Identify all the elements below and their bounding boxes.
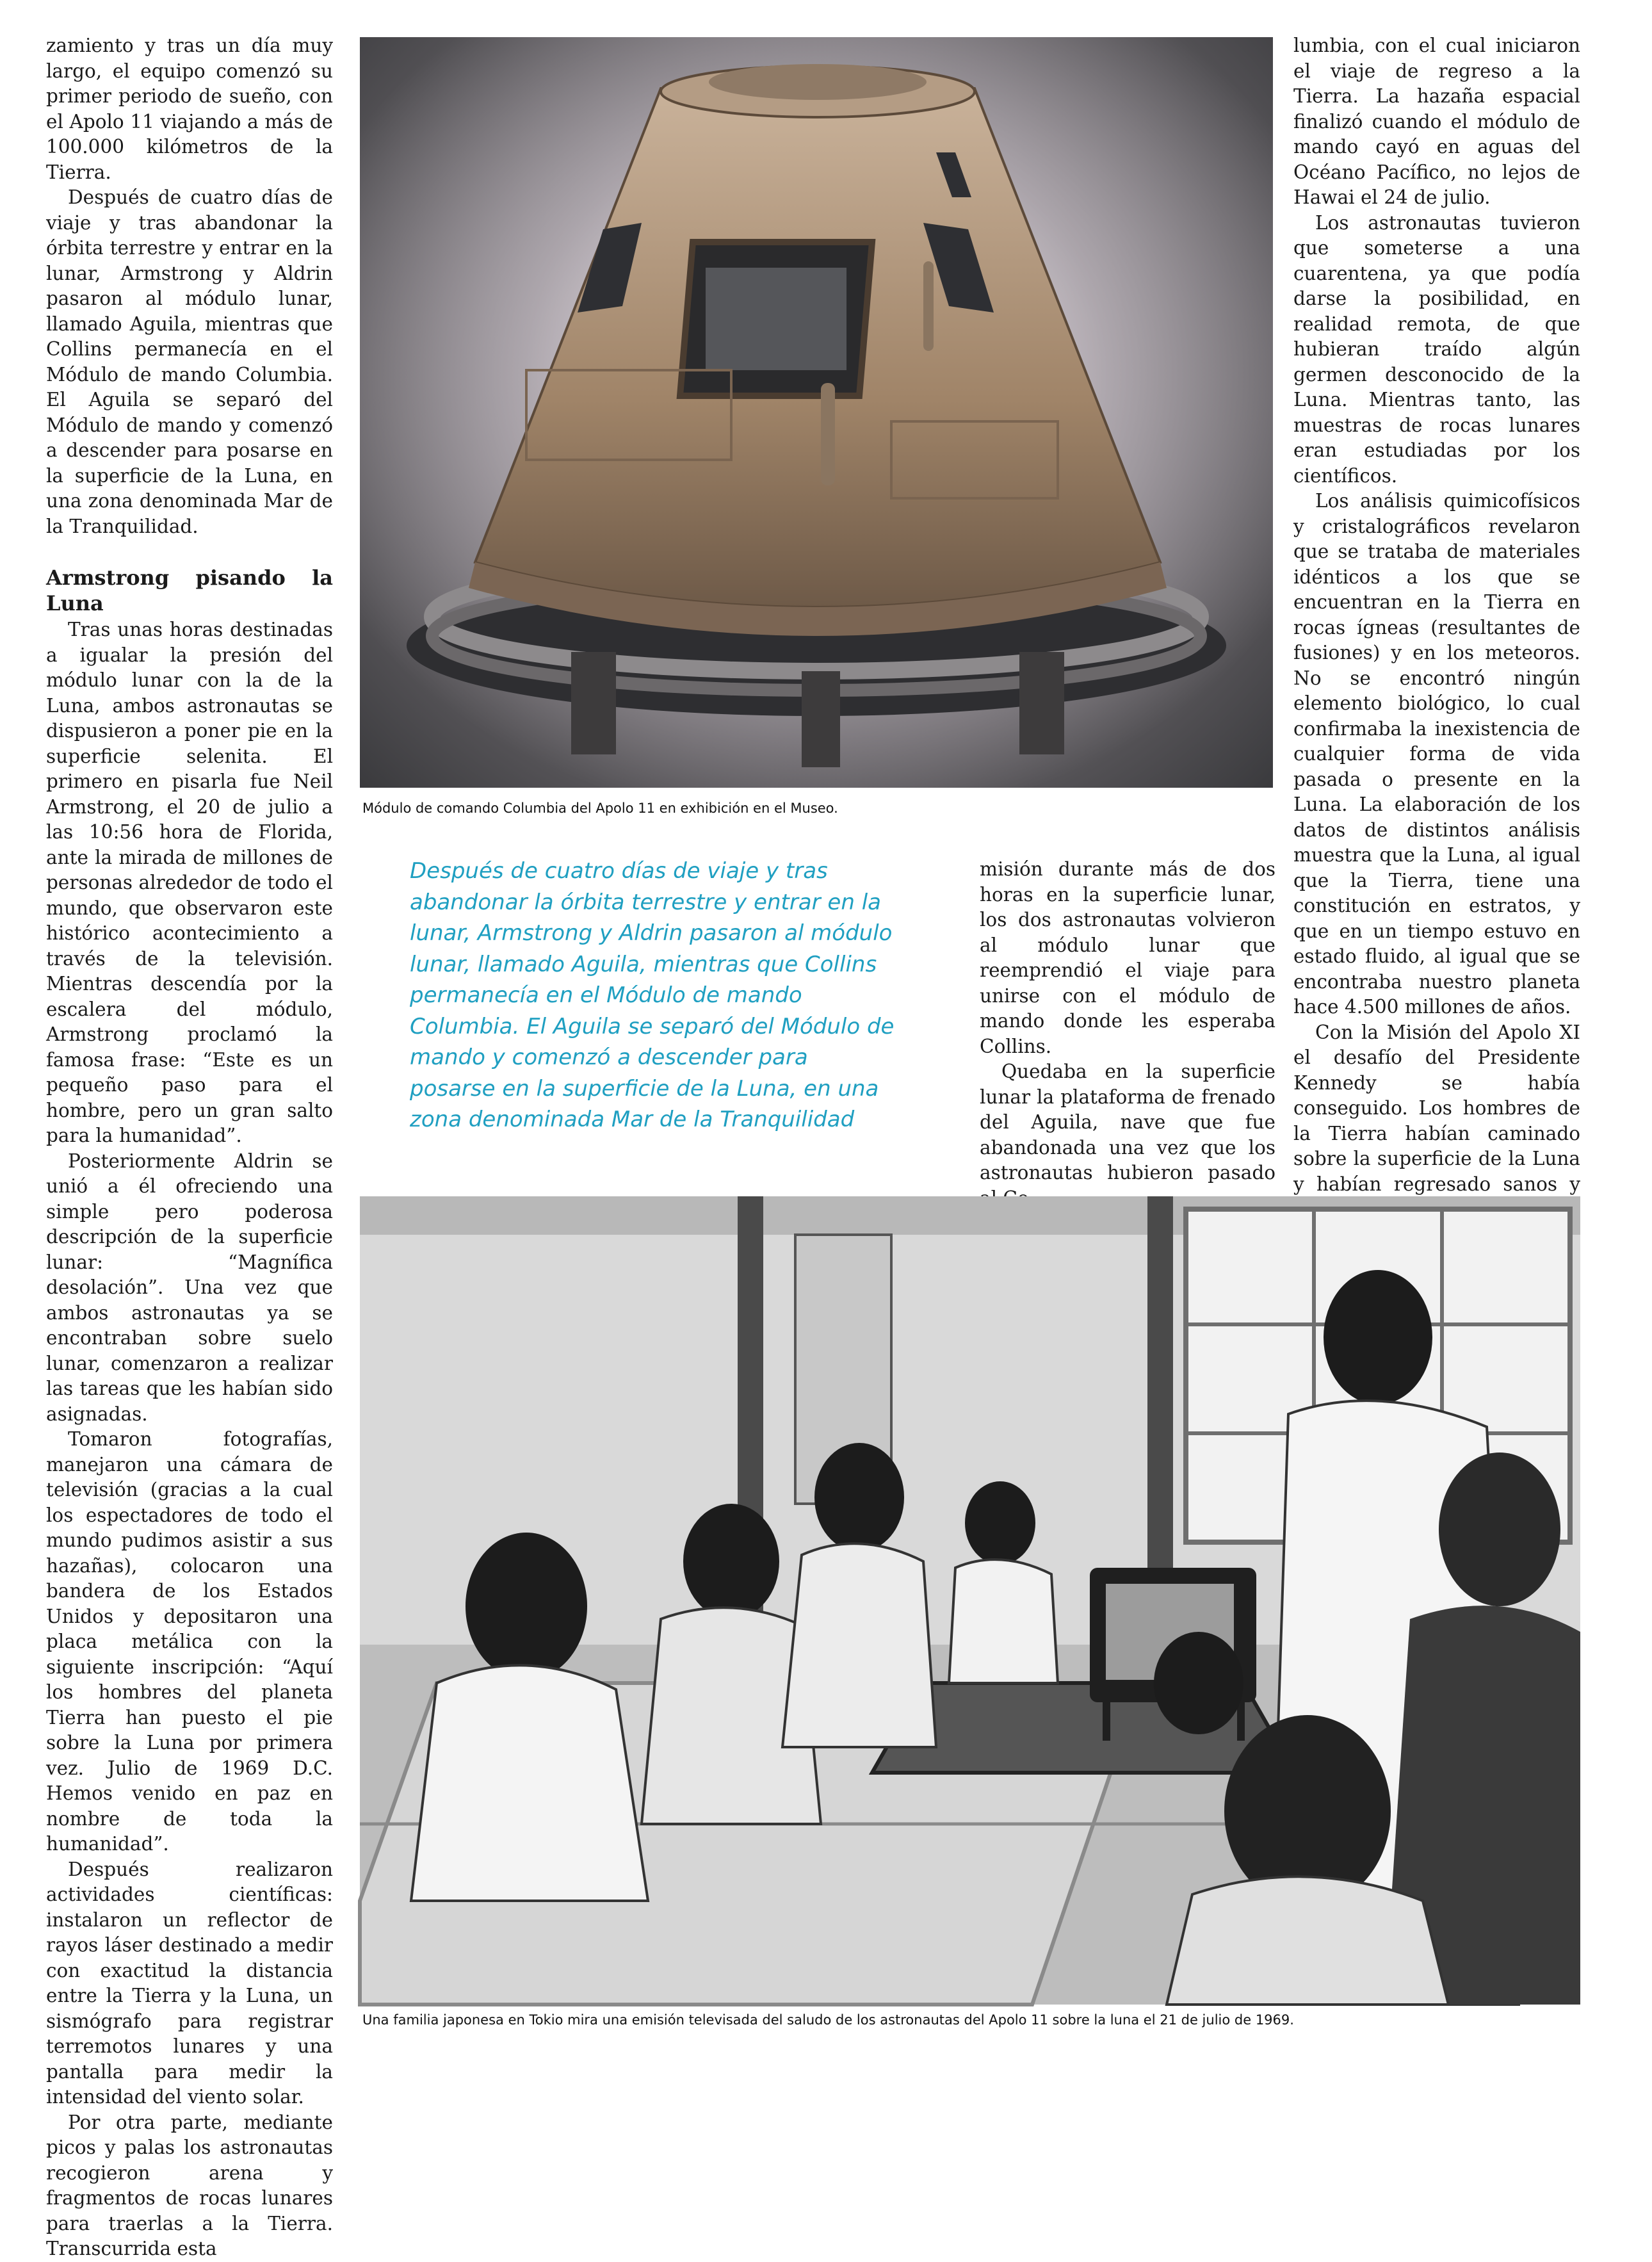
pull-quote: Después de cuatro días de viaje y tras abandonar la órbita terrestre y entrar en la lunar, Armstrong y Aldrin pasaron al módulo lunar, llamado Aguila, mientras que Collins permanecía en el Módulo de mando Columbia. El Aguila se separó del Módulo de mando y comenzó a descender para posarse en la superficie de la Luna, en una zona denominada Mar de la Tranquilidad [410,858,895,1132]
paragraph: zamiento y tras un día muy largo, el equipo comenzó su primer periodo de sueño, con el Apolo 11 viajando a más de 100.000 kilómetros de la Tierra. [46,35,333,183]
paragraph: lumbia, con el cual iniciaron el viaje de regreso a la Tierra. La hazaña espacial finalizó cuando el módulo de mando cayó en aguas del Océano Pacífico, no lejos de Hawai el 24 de julio. [1293,35,1580,208]
paragraph: Después realizaron actividades científicas: instalaron un reflector de rayos láser destinado a medir con exactitud la distancia entre la Tierra y la Luna, un sismógrafo para registrar terremotos lunares y una pantalla para medir la intensidad del viento solar. [46,1858,333,2108]
paragraph: Quedaba en la superficie lunar la plataforma de frenado del Aguila, nave que fue abandonada una vez que los astronautas hubieron pasado [980,1061,1275,1184]
article-column-left [46,33,333,2259]
paragraph: Los análisis quimicofísicos y cristalográficos revelaron que se trataba de materiales idénticos a los que se encuentran en la Tierra en rocas ígneas (resultantes de fusiones) y en los meteoros. No se encontró ningún elemento biológico, lo cual confirmaba la inexistencia de cualquier forma de vida pasada o presente en la Luna. La elaboración de los datos de distintos análisis muestra que la Luna, al igual que la Tierra, tiene una constitución en estratos, y que en un tiempo estuvo en estado fluido, al igual que se encontraba nuestro planeta hace 4.500 millones de años. [1293,490,1580,1018]
paragraph: Después de cuatro días de viaje y tras abandonar la órbita terrestre y entrar en la lunar, Armstrong y Aldrin pasaron al módulo lunar, llamado Aguila, mientras que Collins permanecía en el Módulo de mando Columbia. El Aguila se separó del Módulo de mando y comenzó a descender para posarse en la superficie de la Luna, en una zona denominada Mar de la Tranquilidad. [46,186,333,537]
family-illustration [360,1196,1580,2005]
paragraph: Tras unas horas destinadas a igualar la presión del módulo lunar con la de la Luna, ambos astronautas se dispusieron a poner pie en la superficie selenita. El primero en pisarla fue Neil Armstrong, el 20 de julio a las 10:56 hora de Florida, ante la mirada de millones de personas alrededor de todo el mundo, que observaron este histórico acontecimiento a través de la televisión. Mientras descendía por la escalera del módulo, Armstrong proclamó la famosa frase: “Este es un pequeño paso para el hombre, pero un gran salto para la humanidad”. [46,619,333,1146]
capsule-illustration [360,37,1273,788]
paragraph: Por otra parte, mediante picos y palas los astronautas recogieron arena y fragmentos de rocas lunares para traerlas a la Tierra. Transcurrida esta [46,2111,333,2259]
paragraph: Posteriormente Aldrin se unió a él ofreciendo una simple pero poderosa descripción de la superficie lunar: “Magnífica desolación”. Una vez que ambos astronautas ya se encontraban sobre suelo lunar, comenzaron a realizar las tareas que les habían sido asignadas. [46,1150,333,1425]
family-photo [360,1196,1580,2005]
paragraph: Tomaron fotografías, manejaron una cámara de televisión (gracias a la cual los espectadores de todo el mundo pudimos asistir a sus hazañas), colocaron una bandera de los Estados Unidos y depositaron una placa metálica con la siguiente inscripción: “Aquí los hombres del planeta Tierra han puesto el pie sobre la Luna por primera vez. Julio de 1969 D.C. Hemos venido en paz en nombre de toda la humanidad”. [46,1428,333,1855]
capsule-photo [360,37,1273,788]
paragraph: misión durante más de dos horas en la superficie lunar, los dos astronautas volvieron al módulo lunar que reemprendió el viaje para unirse con el módulo de mando donde les esperaba Collins. [980,858,1275,1057]
paragraph: Con la Misión del Apolo XI el desafío del Presidente Kennedy se había conseguido. Los hombres de la Tierra habían caminado sobre la superficie de la Luna y habían regresado sanos y [1293,1021,1580,1195]
paragraph: Los astronautas tuvieron que someterse a una cuarentena, ya que podía darse la posibilidad, en realidad remota, de que hubieran traído algún germen desconocido de la Luna. Mientras tanto, las muestras de rocas lunares eran estudiadas por los científicos. [1293,211,1580,487]
article-column-middle [980,857,1275,1184]
section-subheading: Armstrong pisando la Luna [46,566,333,615]
family-photo-caption: Una familia japonesa en Tokio mira una emisión televisada del saludo de los astronautas del Apolo 11 sobre la luna el 21 de julio de 1969. [362,2012,1294,2028]
capsule-photo-caption: Módulo de comando Columbia del Apolo 11 en exhibición en el Museo. [362,801,838,816]
article-column-right [1293,33,1580,1195]
